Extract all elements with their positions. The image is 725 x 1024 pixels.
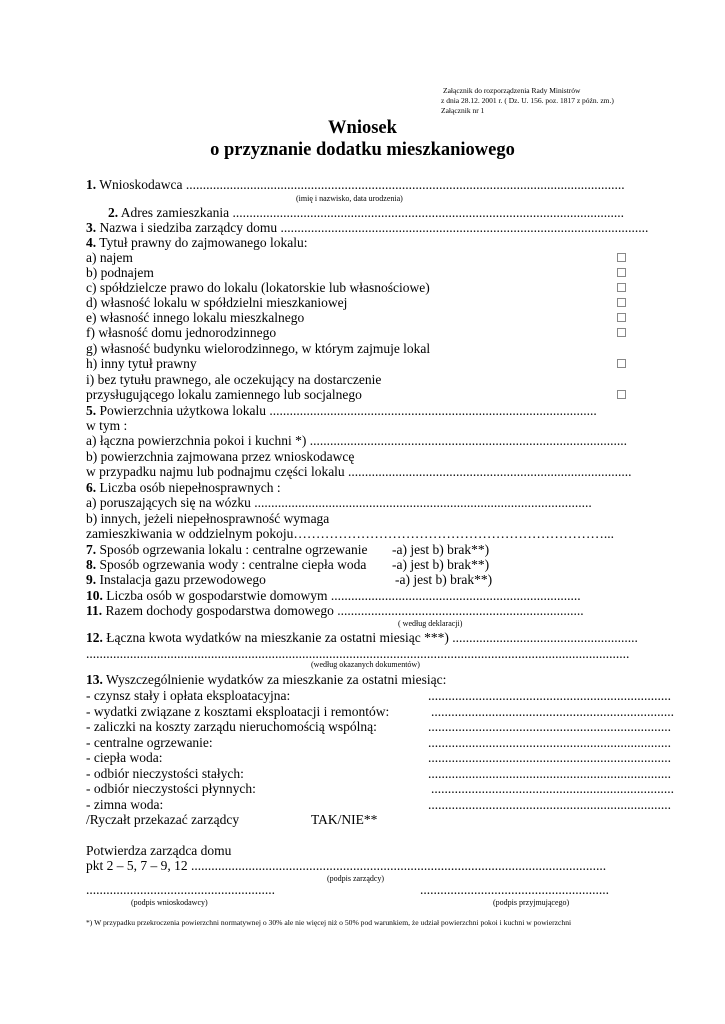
field-10-num: 10. (86, 588, 103, 603)
field-5a[interactable]: a) łączna powierzchnia pokoi i kuchni *) .............................................................................................. (86, 433, 628, 448)
field-8-label: Sposób ogrzewania wody : centralne ciepła woda (99, 557, 367, 572)
header-line-3: Załącznik nr 1 (441, 106, 485, 115)
option-4h-checkbox[interactable] (617, 359, 626, 368)
option-4c-label: c) spółdzielcze prawo do lokalu (lokatorskie lub własnościowe) (86, 280, 430, 295)
field-5-num: 5. (86, 403, 97, 418)
expense-field[interactable]: ........................................................................ (428, 688, 671, 703)
field-12-label: Łączna kwota wydatków na mieszkanie za ostatni miesiąc ***) ....................................................... (106, 630, 638, 645)
field-1[interactable] (86, 177, 625, 192)
option-4a-label: a) najem (86, 250, 133, 265)
field-10[interactable] (86, 588, 581, 603)
header-line-2: z dnia 28.12. 2001 r. ( Dz. U. 156. poz. 1817 z późn. zm.) (441, 96, 614, 105)
field-9-label: Instalacja gazu przewodowego (99, 572, 266, 587)
field-3-num: 3. (86, 220, 97, 235)
expense-label: - wydatki związane z kosztami eksploatacji i remontów: (86, 704, 390, 719)
field-6-num: 6. (86, 480, 97, 495)
field-7-num: 7. (86, 542, 97, 557)
field-13 (86, 672, 446, 687)
option-4g-label: g) własność budynku wielorodzinnego, w którym zajmuje lokal (86, 341, 431, 356)
field-11-num: 11. (86, 603, 103, 618)
field-5-tym: w tym : (86, 418, 128, 433)
expense-label: - ciepła woda: (86, 750, 163, 765)
field-12-num: 12. (86, 630, 103, 645)
field-4 (86, 235, 308, 250)
confirm-signature-field[interactable]: pkt 2 – 5, 7 – 9, 12 ........................................................................................................................... (86, 858, 607, 873)
field-12-hint: (według okazanych dokumentów) (311, 660, 420, 669)
option-4d-label: d) własność lokalu w spółdzielni mieszkaniowej (86, 295, 348, 310)
field-9 (86, 572, 266, 587)
field-7 (86, 542, 368, 557)
option-4d-checkbox[interactable] (617, 298, 626, 307)
field-3-label: Nazwa i siedziba zarządcy domu ............................................................................................................. (99, 220, 649, 235)
field-4-label: Tytuł prawny do zajmowanego lokalu: (99, 235, 308, 250)
field-7-options[interactable]: -a) jest b) brak**) (392, 542, 490, 557)
expense-label: - odbiór nieczystości stałych: (86, 766, 244, 781)
field-8-num: 8. (86, 557, 97, 572)
expense-field[interactable]: ........................................................................ (431, 781, 674, 796)
field-6-label: Liczba osób niepełnosprawnych : (99, 480, 281, 495)
expense-field[interactable]: ........................................................................ (431, 704, 674, 719)
footnote: *) W przypadku przekroczenia powierzchni normatywnej o 30% ale nie więcej niż o 50% pod warunkiem, że udział powierzchni pokoi i kuchni w powierzchni (86, 918, 572, 927)
option-4b-label: b) podnajem (86, 265, 154, 280)
field-6b[interactable]: zamieszkiwania w oddzielnym pokoju……………………………………………………………... (86, 526, 614, 541)
confirm-label: Potwierdza zarządca domu (86, 843, 232, 858)
applicant-signature-field[interactable]: ........................................................ (86, 882, 275, 897)
field-5b[interactable]: w przypadku najmu lub podnajmu części lokalu .................................................................................... (86, 464, 632, 479)
tak-nie-option[interactable]: TAK/NIE** (311, 812, 378, 827)
field-1-label: Wnioskodawca .................................................................................................................................. (99, 177, 625, 192)
field-13-label: Wyszczególnienie wydatków za mieszkanie za ostatni miesiąc: (106, 672, 447, 687)
expense-field[interactable]: ........................................................................ (428, 797, 671, 812)
expense-label: - centralne ogrzewanie: (86, 735, 213, 750)
document-subtitle: o przyznanie dodatku mieszkaniowego (210, 140, 515, 160)
option-4i-checkbox[interactable] (617, 390, 626, 399)
option-4b-checkbox[interactable] (617, 268, 626, 277)
field-1-num: 1. (86, 177, 97, 192)
option-4e-label: e) własność innego lokalu mieszkalnego (86, 310, 305, 325)
applicant-signature-hint: (podpis wnioskodawcy) (131, 898, 208, 907)
field-5-label: Powierzchnia użytkowa lokalu ................................................................................................. (99, 403, 597, 418)
ryczalt-label: /Ryczałt przekazać zarządcy (86, 812, 240, 827)
field-8-options[interactable]: -a) jest b) brak**) (392, 557, 490, 572)
field-5[interactable] (86, 403, 597, 418)
field-12[interactable] (86, 630, 638, 645)
field-2-num: 2. (108, 205, 119, 220)
option-4f-checkbox[interactable] (617, 328, 626, 337)
expense-label: - odbiór nieczystości płynnych: (86, 781, 256, 796)
option-4c-checkbox[interactable] (617, 283, 626, 292)
option-4a-checkbox[interactable] (617, 253, 626, 262)
option-4i-label-cont: przysługującego lokalu zamiennego lub socjalnego (86, 387, 362, 402)
option-4e-checkbox[interactable] (617, 313, 626, 322)
receiver-signature-field[interactable]: ........................................................ (420, 882, 609, 897)
field-4-num: 4. (86, 235, 97, 250)
field-6a[interactable]: a) poruszających się na wózku .................................................................................................... (86, 495, 592, 510)
field-6 (86, 480, 281, 495)
expense-label: - zimna woda: (86, 797, 164, 812)
expense-field[interactable]: ........................................................................ (428, 735, 671, 750)
receiver-signature-hint: (podpis przyjmującego) (493, 898, 570, 907)
field-8 (86, 557, 366, 572)
expense-field[interactable]: ........................................................................ (428, 766, 671, 781)
expense-label: - zaliczki na koszty zarządu nieruchomością wspólną: (86, 719, 377, 734)
field-1-hint: (imię i nazwisko, data urodzenia) (296, 194, 403, 203)
option-4f-label: f) własność domu jednorodzinnego (86, 325, 277, 340)
field-9-options[interactable]: -a) jest b) brak**) (395, 572, 493, 587)
field-2[interactable] (108, 205, 624, 220)
field-11-hint: ( według deklaracji) (398, 619, 463, 628)
field-13-num: 13. (86, 672, 103, 687)
confirm-hint: (podpis zarządcy) (327, 874, 385, 883)
header-line-1: Załącznik do rozporządzenia Rady Ministrów (443, 86, 581, 95)
field-7-label: Sposób ogrzewania lokalu : centralne ogrzewanie (99, 542, 368, 557)
option-4i-label: i) bez tytułu prawnego, ale oczekujący na dostarczenie (86, 372, 382, 387)
field-12-continuation[interactable]: ................................................................................................................................................................. (86, 646, 630, 661)
expense-field[interactable]: ........................................................................ (428, 750, 671, 765)
option-4h-label: h) inny tytuł prawny (86, 356, 197, 371)
field-9-num: 9. (86, 572, 97, 587)
field-11[interactable] (86, 603, 584, 618)
field-11-label: Razem dochody gospodarstwa domowego ......................................................................... (105, 603, 584, 618)
field-2-label: Adres zamieszkania .................................................................................................................... (120, 205, 624, 220)
field-3[interactable] (86, 220, 648, 235)
document-title: Wniosek (328, 118, 397, 138)
field-5b-label: b) powierzchnia zajmowana przez wnioskodawcę (86, 449, 355, 464)
field-6b-label: b) innych, jeżeli niepełnosprawność wymaga (86, 511, 330, 526)
expense-label: - czynsz stały i opłata eksploatacyjna: (86, 688, 291, 703)
expense-field[interactable]: ........................................................................ (428, 719, 671, 734)
field-10-label: Liczba osób w gospodarstwie domowym .......................................................................... (106, 588, 581, 603)
